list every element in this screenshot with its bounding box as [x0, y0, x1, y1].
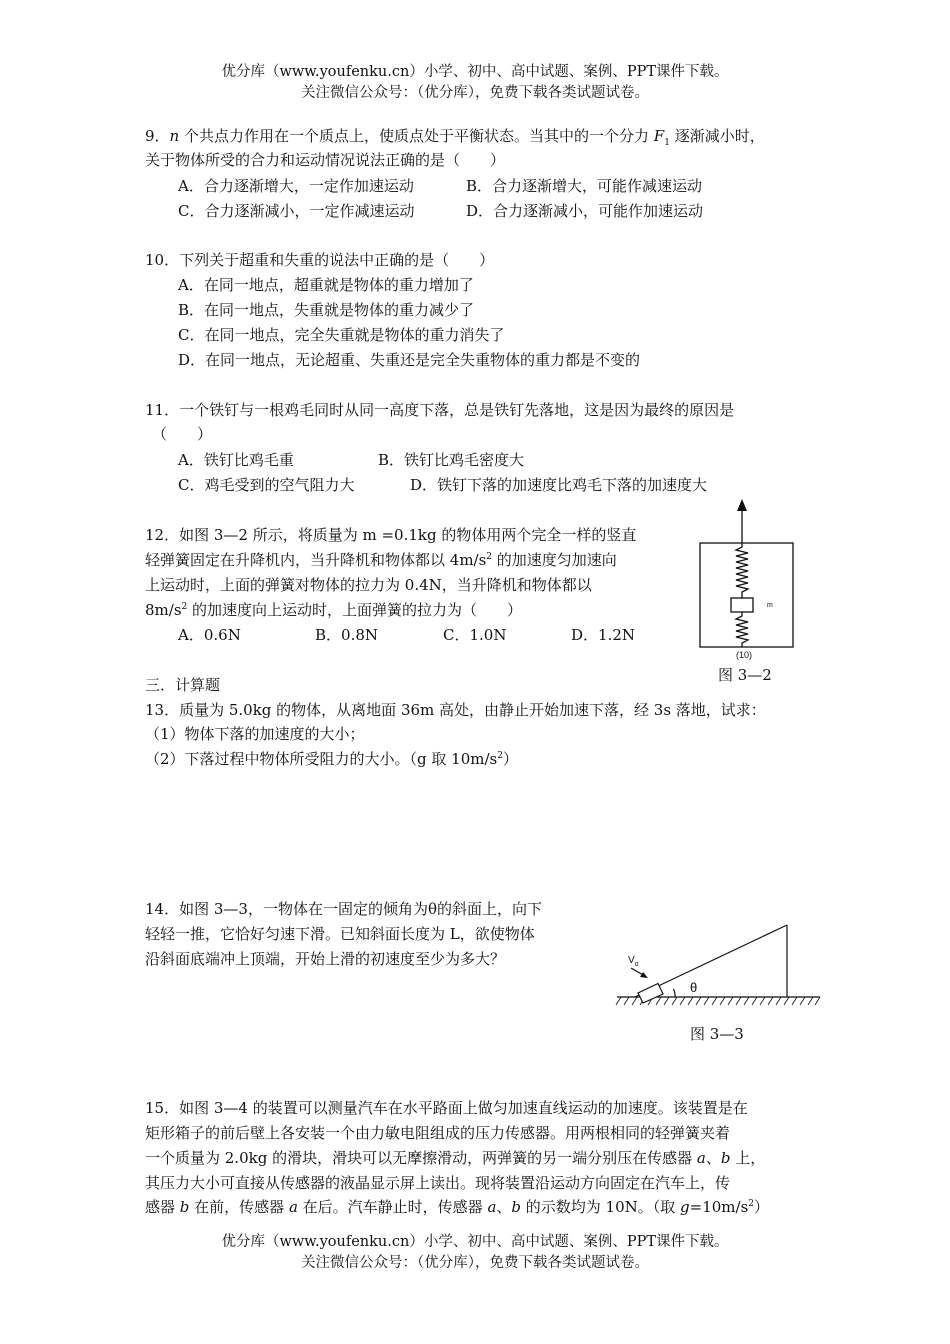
q12-line-2a: 轻弹簧固定在升降机内，当升降机和物体都以 4m/s: [145, 551, 487, 569]
q9-text-b: 逐渐减小时，: [669, 127, 765, 145]
q15-line-3a: 一个质量为 2.0kg 的滑块，滑块可以无摩擦滑动，两弹簧的另一端分别压在传感器: [145, 1149, 697, 1167]
q15-line-5-var-b: b: [179, 1198, 190, 1216]
q12-line-4b: 的加速度向上运动时，上面弹簧的拉力为（ ）: [187, 601, 523, 619]
q15-line-5: [145, 1197, 769, 1217]
q11-option-b: B．铁钉比鸡毛密度大: [378, 451, 525, 469]
footer-line-2: 关注微信公众号：（优分库），免费下载各类试题试卷。: [301, 1255, 649, 1271]
figure-3-2-caption: 图 3—2: [718, 666, 772, 684]
q15-line-1: 15．如图 3—4 的装置可以测量汽车在水平路面上做匀加速直线运动的加速度。该装置是在: [145, 1099, 748, 1117]
q12-option-c: C．1.0N: [443, 626, 507, 644]
q14-line-1: 14．如图 3—3，一物体在一固定的倾角为θ的斜面上，向下: [145, 900, 542, 918]
q13-line-3-sup: 2: [497, 751, 503, 761]
q15-line-5-var-a: a: [288, 1198, 298, 1216]
q15-line-5e: =10m/s: [689, 1198, 749, 1216]
q9-stem: [145, 126, 765, 146]
figure-3-2-mass-label: m: [767, 602, 773, 609]
q12-option-d: D．1.2N: [571, 626, 636, 644]
q13-line-3a: （2）下落过程中物体所受阻力的大小。（g 取 10m/s: [145, 750, 498, 768]
q13-line-3b: ）: [502, 750, 518, 768]
figure-3-3: [615, 915, 825, 1010]
q15-line-5f: ）: [754, 1198, 770, 1216]
footer-line-1: 优分库（www.youfenku.cn）小学、初中、高中试题、案例、PPT课件下载。: [221, 1234, 729, 1250]
q15-line-5-var-b2: b: [511, 1198, 522, 1216]
figure-3-3-v-sub: o: [634, 961, 639, 968]
q15-line-4: 其压力大小可直接从传感器的液晶显示屏上读出。现将装置沿运动方向固定在汽车上，传: [145, 1174, 731, 1192]
q12-line-4-sup: 2: [181, 602, 188, 612]
q9-option-a: A．合力逐渐增大，一定作加速运动: [178, 177, 414, 195]
q10-option-b: B．在同一地点，失重就是物体的重力减少了: [178, 301, 475, 319]
q13-line-1: 13．质量为 5.0kg 的物体，从离地面 36m 高处，由静止开始加速下落，经 3s 落地，试求：: [145, 701, 766, 719]
q15-line-5a: 感器: [145, 1198, 180, 1216]
q15-line-3: [145, 1148, 765, 1168]
q9-option-b: B．合力逐渐增大，可能作减速运动: [466, 177, 703, 195]
q11-option-d: D．铁钉下落的加速度比鸡毛下落的加速度大: [410, 476, 708, 494]
q10-option-c: C．在同一地点，完全失重就是物体的重力消失了: [178, 326, 505, 344]
velocity-arrow-head-icon: [640, 972, 648, 978]
header-line-1: 优分库（www.youfenku.cn）小学、初中、高中试题、案例、PPT课件下载。: [221, 64, 729, 80]
q15-line-5-sup: 2: [748, 1199, 755, 1209]
q12-line-2b: 的加速度匀加速向: [492, 551, 617, 569]
q11-stem: 11．一个铁钉与一根鸡毛同时从同一高度下落，总是铁钉先落地，这是因为最终的原因是: [145, 401, 735, 419]
q10-option-a: A．在同一地点，超重就是物体的重力增加了: [178, 276, 474, 294]
figure-3-3-v: V: [628, 955, 635, 966]
q15-line-5d: 的示数均为 10N。（取: [521, 1198, 681, 1216]
q12-line-1: 12．如图 3—2 所示，将质量为 m =0.1kg 的物体用两个完全一样的竖直: [145, 526, 637, 544]
q9-number: 9．: [145, 127, 170, 145]
lower-spring: [736, 612, 748, 647]
figure-3-3-v-label: [628, 955, 639, 968]
q15-line-5-sep: 、: [496, 1198, 512, 1216]
q11-paren: （ ）: [152, 425, 213, 443]
upper-spring: [736, 543, 748, 598]
q14-line-2: 轻轻一推，它恰好匀速下滑。已知斜面长度为 L，欲使物体: [145, 925, 535, 943]
header-line-2: 关注微信公众号：（优分库），免费下载各类试题试卷。: [301, 85, 649, 101]
figure-3-3-caption: 图 3—3: [690, 1025, 744, 1043]
figure-3-3-theta-label: θ: [690, 980, 698, 995]
q11-option-c: C．鸡毛受到的空气阻力大: [178, 476, 355, 494]
q12-line-4: [145, 600, 522, 620]
figure-3-2: [690, 495, 805, 665]
q11-option-a: A．铁钉比鸡毛重: [178, 451, 294, 469]
q9-stem-line2: 关于物体所受的合力和运动情况说法正确的是（ ）: [145, 151, 506, 169]
q13-line-3: [145, 749, 518, 769]
q9-var-n: n: [169, 127, 180, 145]
q9-option-c: C．合力逐渐减小，一定作减速运动: [178, 202, 415, 220]
up-arrow-icon: [737, 499, 747, 511]
q10-option-d: D．在同一地点，无论超重、失重还是完全失重物体的重力都是不变的: [178, 351, 641, 369]
q10-stem: 10．下列关于超重和失重的说法中正确的是（ ）: [145, 251, 495, 269]
q13-line-2: （1）物体下落的加速度的大小；: [145, 725, 365, 743]
mass-block: [731, 598, 753, 612]
q14-line-3: 沿斜面底端冲上顶端，开始上滑的初速度至少为多大？: [145, 950, 506, 968]
q15-line-5-var-a2: a: [487, 1198, 497, 1216]
q9-text-a: 个共点力作用在一个质点上，使质点处于平衡状态。当其中的一个分力: [179, 127, 654, 145]
q9-sub-f: 1: [664, 138, 670, 148]
q12-option-b: B．0.8N: [315, 626, 379, 644]
q15-var-b: b: [720, 1149, 731, 1167]
q12-line-2-sup: 2: [486, 552, 493, 562]
q15-line-5b: 在前，传感器: [189, 1198, 289, 1216]
q12-option-a: A．0.6N: [178, 626, 241, 644]
section-title: 三．计算题: [145, 676, 221, 694]
q15-line-5c: 在后。汽车静止时，传感器: [297, 1198, 488, 1216]
figure-3-2-sub-label: (10): [736, 650, 753, 660]
q12-line-4a: 8m/s: [145, 601, 182, 619]
q15-line-3-sep: 、: [705, 1149, 721, 1167]
q15-line-2: 矩形箱子的前后壁上各安装一个由力敏电阻组成的压力传感器。用两根相同的轻弹簧夹着: [145, 1124, 731, 1142]
q15-var-g: g: [680, 1198, 690, 1216]
theta-arc: [674, 989, 676, 997]
q9-option-d: D．合力逐渐减小，可能作加速运动: [466, 202, 704, 220]
q15-var-a: a: [696, 1149, 706, 1167]
q15-line-3b: 上，: [730, 1149, 766, 1167]
q12-line-2: [145, 550, 617, 570]
q12-line-3: 上运动时，上面的弹簧对物体的拉力为 0.4N，当升降机和物体都以: [145, 576, 592, 594]
q9-var-f: F: [653, 127, 665, 145]
